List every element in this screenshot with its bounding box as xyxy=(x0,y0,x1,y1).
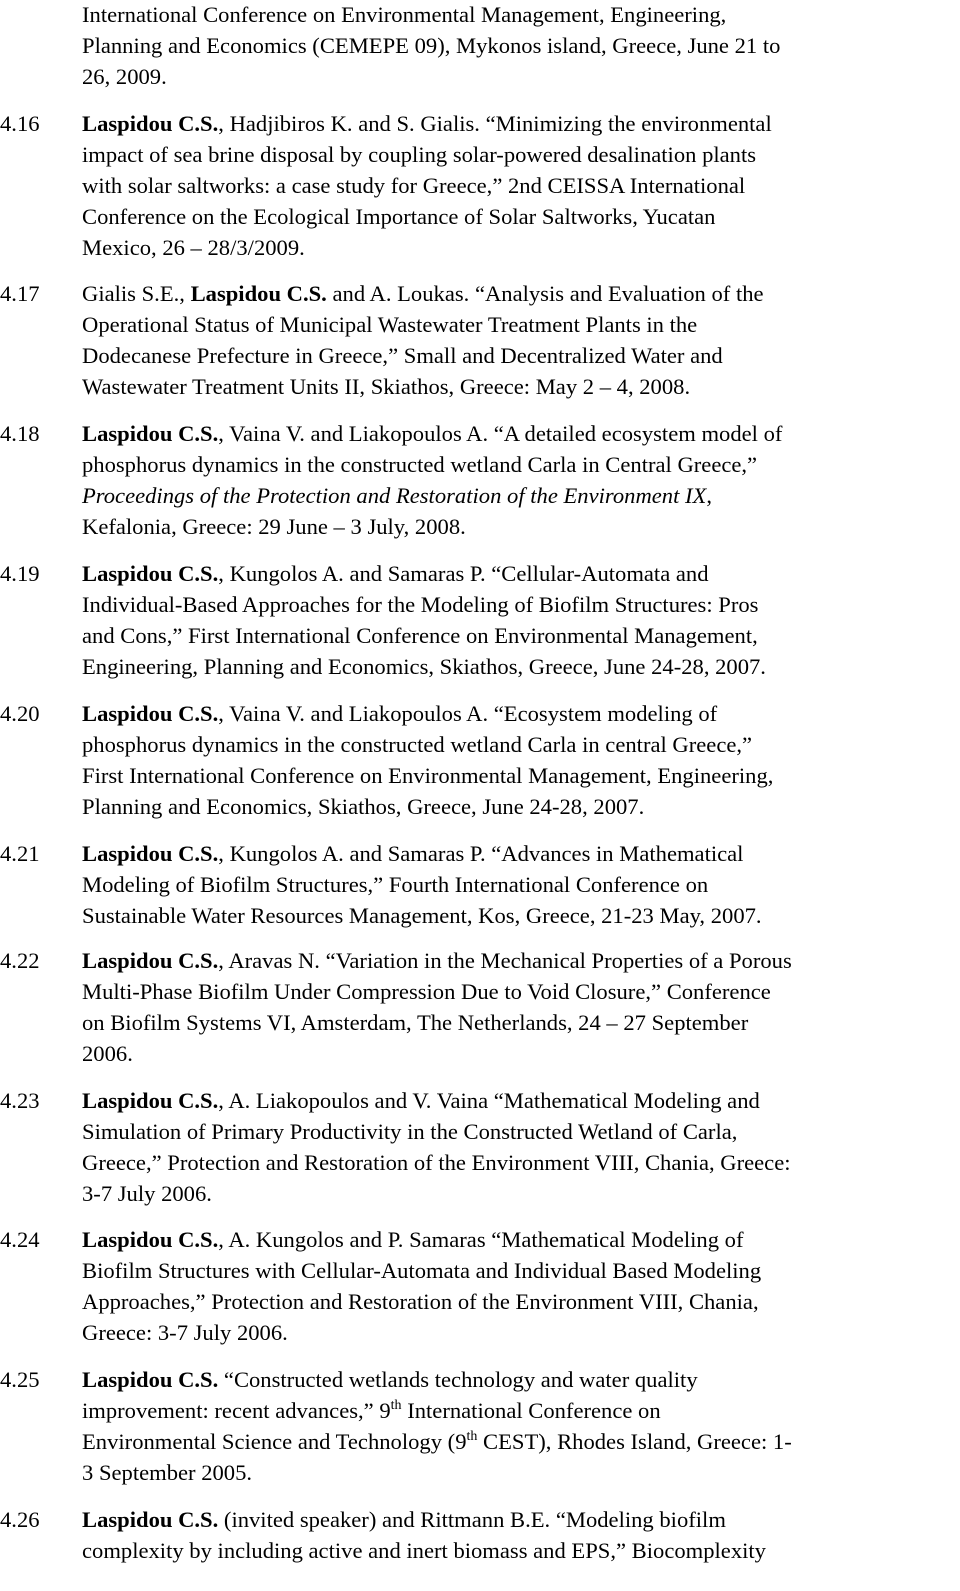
text-segment: Biofilm Structures with Cellular-Automata and Individual Based Modeling xyxy=(82,1258,762,1283)
text-line xyxy=(82,309,950,340)
text-segment: impact of sea brine disposal by coupling solar-powered desalination plants xyxy=(82,142,757,167)
entry-number: 4.26 xyxy=(0,1507,40,1532)
text-line xyxy=(82,1178,950,1209)
entry-text xyxy=(82,558,950,682)
text-line xyxy=(82,1395,950,1426)
text-segment: Greece: 3-7 July 2006. xyxy=(82,1320,288,1345)
text-segment: Mexico, 26 – 28/3/2009. xyxy=(82,235,305,260)
text-line xyxy=(82,791,950,822)
text-line xyxy=(82,170,950,201)
text-segment: , A. Liakopoulos and V. Vaina “Mathematical Modeling and xyxy=(218,1088,760,1113)
text-segment: on Biofilm Systems VI, Amsterdam, The Netherlands, 24 – 27 September xyxy=(82,1010,749,1035)
text-line xyxy=(82,139,950,170)
text-line xyxy=(82,201,950,232)
text-line xyxy=(82,1504,950,1535)
reference-entry-4-17 xyxy=(0,278,960,402)
text-segment: Gialis S.E., xyxy=(82,281,191,306)
entry-text xyxy=(82,945,950,1069)
reference-entry-4-23 xyxy=(0,1085,960,1209)
reference-entry-4-24 xyxy=(0,1224,960,1348)
text-line xyxy=(82,511,950,542)
entry-number: 4.19 xyxy=(0,561,40,586)
author-name: Laspidou C.S. xyxy=(82,421,219,446)
author-name: Laspidou C.S. xyxy=(82,1367,219,1392)
text-line xyxy=(82,976,950,1007)
reference-entry-4-22 xyxy=(0,945,960,1069)
text-line xyxy=(82,1038,950,1069)
text-line xyxy=(82,1535,950,1566)
text-segment: phosphorus dynamics in the constructed wetland Carla in Central Greece,” xyxy=(82,452,758,477)
text-segment: Sustainable Water Resources Management, Kos, Greece, 21-23 May, 2007. xyxy=(82,903,762,928)
entry-text xyxy=(82,1224,950,1348)
text-line xyxy=(82,1085,950,1116)
text-segment: CEST), Rhodes Island, Greece: 1- xyxy=(477,1429,792,1454)
text-line xyxy=(82,651,950,682)
reference-entry-continued xyxy=(0,0,960,92)
text-segment: , Vaina V. and Liakopoulos A. “Ecosystem modeling of xyxy=(218,701,718,726)
entry-number: 4.23 xyxy=(0,1088,40,1113)
entry-text xyxy=(82,1085,950,1209)
entry-number: 4.18 xyxy=(0,421,40,446)
author-name: Laspidou C.S. xyxy=(190,281,327,306)
text-segment: Conference on the Ecological Importance of Solar Saltworks, Yucatan xyxy=(82,204,716,229)
text-line xyxy=(82,900,950,931)
reference-entry-4-20 xyxy=(0,698,960,822)
author-name: Laspidou C.S. xyxy=(82,561,219,586)
text-line xyxy=(82,0,950,30)
text-line xyxy=(82,418,950,449)
text-segment: International Conference on xyxy=(401,1398,661,1423)
text-line xyxy=(82,278,950,309)
entry-text xyxy=(82,1364,950,1488)
entry-text xyxy=(82,838,950,931)
text-segment: 3-7 July 2006. xyxy=(82,1181,212,1206)
reference-entry-4-26 xyxy=(0,1504,960,1566)
text-line xyxy=(82,1147,950,1178)
text-segment: , A. Kungolos and P. Samaras “Mathematical Modeling of xyxy=(218,1227,744,1252)
reference-entry-4-18 xyxy=(0,418,960,542)
text-segment: , Kungolos A. and Samaras P. “Cellular-Automata and xyxy=(218,561,709,586)
text-line xyxy=(82,340,950,371)
text-segment: , Hadjibiros K. and S. Gialis. “Minimizing the environmental xyxy=(218,111,772,136)
text-line xyxy=(82,1007,950,1038)
text-segment: (invited speaker) and Rittmann B.E. “Modeling biofilm xyxy=(218,1507,726,1532)
entry-number: 4.22 xyxy=(0,948,40,973)
author-name: Laspidou C.S. xyxy=(82,841,219,866)
text-line xyxy=(82,371,950,402)
entry-number: 4.17 xyxy=(0,281,40,306)
text-segment: complexity by including active and inert biomass and EPS,” Biocomplexity xyxy=(82,1538,766,1563)
text-segment: Operational Status of Municipal Wastewater Treatment Plants in the xyxy=(82,312,698,337)
entry-number: 4.25 xyxy=(0,1367,40,1392)
entry-number: 4.16 xyxy=(0,111,40,136)
entry-text xyxy=(82,418,950,542)
text-line xyxy=(82,945,950,976)
author-name: Laspidou C.S. xyxy=(82,1507,219,1532)
text-line xyxy=(82,558,950,589)
text-segment: Wastewater Treatment Units II, Skiathos, Greece: May 2 – 4, 2008. xyxy=(82,374,691,399)
text-line xyxy=(82,1457,950,1488)
text-line xyxy=(82,589,950,620)
text-line xyxy=(82,698,950,729)
text-line xyxy=(82,108,950,139)
author-name: Laspidou C.S. xyxy=(82,948,219,973)
text-segment: Multi-Phase Biofilm Under Compression Due to Void Closure,” Conference xyxy=(82,979,771,1004)
text-segment: Kefalonia, Greece: 29 June – 3 July, 2008. xyxy=(82,514,466,539)
text-segment: , Kungolos A. and Samaras P. “Advances in Mathematical xyxy=(218,841,744,866)
text-segment: phosphorus dynamics in the constructed wetland Carla in central Greece,” xyxy=(82,732,753,757)
text-segment: Modeling of Biofilm Structures,” Fourth International Conference on xyxy=(82,872,709,897)
text-segment: Engineering, Planning and Economics, Skiathos, Greece, June 24-28, 2007. xyxy=(82,654,766,679)
publication-title: Proceedings of the Protection and Restoration of the Environment IX xyxy=(82,483,707,508)
author-name: Laspidou C.S. xyxy=(82,1088,219,1113)
ordinal-suffix: th xyxy=(390,1398,402,1413)
author-name: Laspidou C.S. xyxy=(82,701,219,726)
author-name: Laspidou C.S. xyxy=(82,111,219,136)
text-segment: Planning and Economics (CEMEPE 09), Mykonos island, Greece, June 21 to xyxy=(82,33,781,58)
entry-text xyxy=(82,0,950,92)
text-line xyxy=(82,1286,950,1317)
text-line xyxy=(82,1224,950,1255)
text-segment: Approaches,” Protection and Restoration of the Environment VIII, Chania, xyxy=(82,1289,759,1314)
text-segment: 3 September 2005. xyxy=(82,1460,253,1485)
text-segment: 26, 2009. xyxy=(82,64,167,89)
text-line xyxy=(82,232,950,263)
reference-entry-4-16 xyxy=(0,108,960,263)
text-line xyxy=(82,61,950,92)
entry-text xyxy=(82,1504,950,1566)
entry-number: 4.24 xyxy=(0,1227,40,1252)
text-line xyxy=(82,869,950,900)
text-line xyxy=(82,729,950,760)
text-segment: International Conference on Environmental Management, Engineering, xyxy=(82,2,727,27)
text-segment: Greece,” Protection and Restoration of the Environment VIII, Chania, Greece: xyxy=(82,1150,791,1175)
text-segment: “Constructed wetlands technology and water quality xyxy=(218,1367,698,1392)
entry-number: 4.21 xyxy=(0,841,40,866)
text-segment: First International Conference on Environmental Management, Engineering, xyxy=(82,763,774,788)
text-segment: Dodecanese Prefecture in Greece,” Small and Decentralized Water and xyxy=(82,343,723,368)
reference-entry-4-19 xyxy=(0,558,960,682)
ordinal-suffix: th xyxy=(466,1429,478,1444)
text-segment: , Vaina V. and Liakopoulos A. “A detailed ecosystem model of xyxy=(218,421,783,446)
text-line xyxy=(82,30,950,61)
text-segment: with solar saltworks: a case study for Greece,” 2nd CEISSA International xyxy=(82,173,746,198)
text-line xyxy=(82,838,950,869)
text-line xyxy=(82,1116,950,1147)
text-segment: , Aravas N. “Variation in the Mechanical Properties of a Porous xyxy=(218,948,792,973)
text-segment: Individual-Based Approaches for the Modeling of Biofilm Structures: Pros xyxy=(82,592,759,617)
entry-text xyxy=(82,698,950,822)
text-segment: and A. Loukas. “Analysis and Evaluation of the xyxy=(326,281,764,306)
reference-entry-4-25 xyxy=(0,1364,960,1488)
entry-text xyxy=(82,278,950,402)
text-line xyxy=(82,1426,950,1457)
entry-number: 4.20 xyxy=(0,701,40,726)
text-line xyxy=(82,1317,950,1348)
text-segment: and Cons,” First International Conference on Environmental Management, xyxy=(82,623,758,648)
text-line xyxy=(82,760,950,791)
entry-text xyxy=(82,108,950,263)
text-segment: Environmental Science and Technology (9 xyxy=(82,1429,467,1454)
author-name: Laspidou C.S. xyxy=(82,1227,219,1252)
text-line xyxy=(82,1364,950,1395)
text-segment: , xyxy=(706,483,712,508)
text-line xyxy=(82,449,950,480)
reference-entry-4-21 xyxy=(0,838,960,931)
text-segment: Simulation of Primary Productivity in the Constructed Wetland of Carla, xyxy=(82,1119,738,1144)
text-line xyxy=(82,1255,950,1286)
text-segment: improvement: recent advances,” 9 xyxy=(82,1398,391,1423)
text-line xyxy=(82,620,950,651)
text-segment: Planning and Economics, Skiathos, Greece, June 24-28, 2007. xyxy=(82,794,645,819)
text-segment: 2006. xyxy=(82,1041,133,1066)
text-line xyxy=(82,480,950,511)
